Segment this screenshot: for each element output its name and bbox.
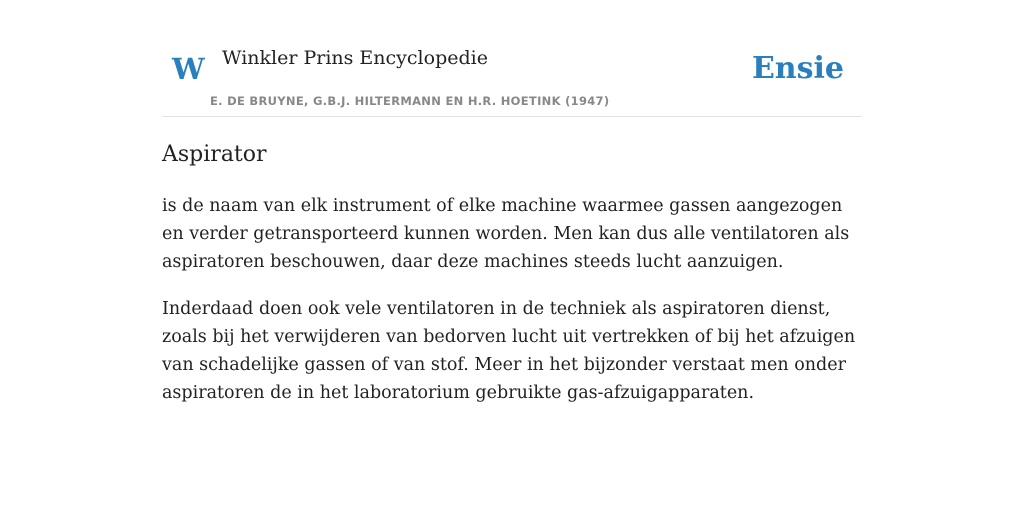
source-authors: E. DE BRUYNE, G.B.J. HILTERMANN EN H.R. HOETINK (1947) bbox=[210, 94, 610, 108]
entry-title: Aspirator bbox=[162, 142, 267, 167]
source-title[interactable]: Winkler Prins Encyclopedie bbox=[222, 47, 488, 69]
brand-logo-link[interactable]: Ensie bbox=[751, 51, 844, 86]
entry-paragraph: is de naam van elk instrument of elke machine waarmee gassen aangezogen en verder getransporteerd kunnen worden. Men kan dus alle ventilatoren als aspiratoren beschouwen, daar deze machines steeds lucht aanzuigen. bbox=[162, 196, 850, 272]
source-header bbox=[162, 0, 862, 117]
entry-paragraph: Inderdaad doen ook vele ventilatoren in de techniek als aspiratoren dienst, zoals bij het verwijderen van bedorven lucht uit vertrekken of bij het afzuigen van schadelijke gassen of van stof. Meer in het bijzonder verstaat men onder aspiratoren de in het laboratorium gebruikte gas-afzuigapparaten. bbox=[162, 299, 856, 403]
entry-body bbox=[162, 192, 862, 426]
source-logo: W bbox=[172, 52, 205, 86]
